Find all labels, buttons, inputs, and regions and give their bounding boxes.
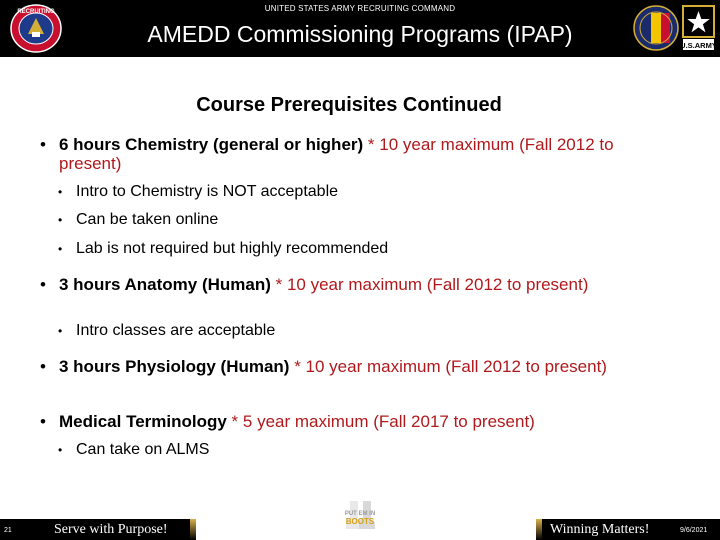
medical-department-seal-icon: [633, 5, 679, 51]
footer-left-slogan: Serve with Purpose!: [54, 522, 168, 537]
bullet-dot: •: [40, 412, 46, 431]
bullet-terminology-course: Medical Terminology: [59, 412, 227, 431]
sub-item-text: Intro classes are acceptable: [76, 322, 276, 339]
bullet-dot: •: [40, 357, 46, 376]
bullet-physiology-course: 3 hours Physiology (Human): [59, 357, 290, 376]
page-number: 21: [4, 527, 12, 534]
bullet-medical-terminology: [40, 412, 650, 431]
left-logo-text: RECRUITING: [17, 9, 55, 15]
bullet-chemistry-course: 6 hours Chemistry (general or higher): [59, 135, 364, 154]
sub-item: • Lab is not required but highly recommended: [58, 240, 618, 258]
bullet-anatomy-note: * 10 year maximum (Fall 2012 to present): [270, 275, 589, 294]
put-em-in-boots-logo: [336, 497, 384, 537]
sub-item: • Can be taken online: [58, 211, 618, 229]
bullet-anatomy: [40, 275, 650, 294]
footer-right-slogan: Winning Matters!: [550, 522, 650, 537]
slide-header-title: AMEDD Commissioning Programs (IPAP): [147, 21, 573, 47]
us-army-logo: [680, 4, 717, 52]
sub-item-text: Can take on ALMS: [76, 441, 210, 458]
bullet-physiology: [40, 357, 650, 376]
bullet-chemistry-note: * 10 year maximum (Fall 2012 to present): [59, 135, 614, 173]
slide-date: 9/6/2021: [680, 527, 708, 534]
recruiting-command-logo: [10, 4, 62, 53]
bullet-anatomy-course: 3 hours Anatomy (Human): [59, 275, 271, 294]
bullet-terminology-note: * 5 year maximum (Fall 2017 to present): [226, 412, 535, 431]
bullet-dot: •: [40, 275, 46, 294]
boots-logo-line2: BOOTS: [345, 517, 375, 526]
content-title: Course Prerequisites Continued: [196, 94, 502, 116]
bullet-physiology-note: * 10 year maximum (Fall 2012 to present): [289, 357, 607, 376]
sub-item: • Can take on ALMS: [58, 441, 618, 459]
sub-item: • Intro classes are acceptable: [58, 322, 618, 340]
org-name: UNITED STATES ARMY RECRUITING COMMAND: [264, 4, 456, 13]
sub-item-text: Can be taken online: [76, 211, 219, 228]
army-logo-text: U.S.ARMY: [680, 41, 717, 50]
boots-logo-line1: PUT EM IN: [344, 511, 376, 517]
sub-item: • Intro to Chemistry is NOT acceptable: [58, 183, 618, 201]
sub-item-text: Lab is not required but highly recommended: [76, 240, 389, 257]
bullet-chemistry: [40, 135, 650, 173]
bullet-dot: •: [40, 135, 46, 154]
header-bar: [0, 0, 720, 57]
footer-stripe-left: [190, 519, 196, 540]
sub-item-text: Intro to Chemistry is NOT acceptable: [76, 183, 339, 200]
